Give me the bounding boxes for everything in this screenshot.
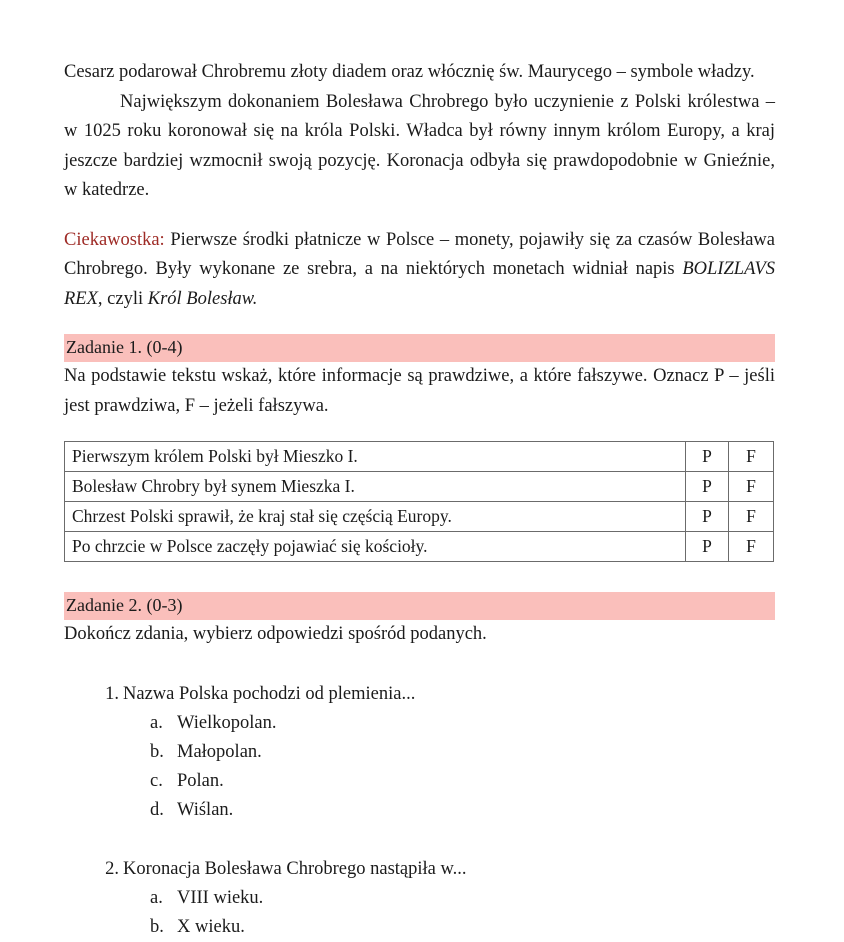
table-row <box>65 532 774 562</box>
option-text: Małopolan. <box>177 741 262 762</box>
answer-p-cell[interactable]: P <box>686 532 729 562</box>
question-item <box>64 680 775 825</box>
paragraph-kingdom: Największym dokonaniem Bolesława Chrobrego było uczynienie z Polski królestwa – w 1025 roku koronował się na króla Polski. Władca był równy innym królom Europy, a kraj jeszcze bardziej wzmocnił swoją pozycję. Koronacja odbyła się prawdopodobnie w Gnieźnie, w katedrze. <box>64 91 775 200</box>
statement-cell: Po chrzcie w Polsce zaczęły pojawiać się kościoły. <box>65 532 686 562</box>
exercise-1-header: Zadanie 1. (0-4) <box>64 334 775 362</box>
option-letter: d. <box>150 799 164 820</box>
option-text: VIII wieku. <box>177 887 264 908</box>
answer-p-cell[interactable]: P <box>686 502 729 532</box>
question-prompt: Nazwa Polska pochodzi od plemienia... <box>123 683 416 704</box>
spacer <box>64 206 775 226</box>
statement-cell: Pierwszym królem Polski był Mieszko I. <box>65 442 686 472</box>
fact-label: Ciekawostka: <box>64 229 165 250</box>
exercise-1-instruction: Na podstawie tekstu wskaż, które informacje są prawdziwe, a które fałszywe. Oznacz P – jeśli jest prawdziwa, F – jeżeli fałszywa. <box>64 366 775 416</box>
table-row <box>65 502 774 532</box>
true-false-table <box>64 441 774 562</box>
fact-inscription: BOLIZLAVS REX <box>64 259 775 309</box>
option-list <box>150 709 775 825</box>
table-row <box>65 442 774 472</box>
option-item[interactable] <box>150 709 775 738</box>
option-letter: c. <box>150 770 163 791</box>
option-text: Polan. <box>177 770 224 791</box>
answer-f-cell[interactable]: F <box>729 502 774 532</box>
answer-f-cell[interactable]: F <box>729 472 774 502</box>
statement-cell: Chrzest Polski sprawił, że kraj stał się częścią Europy. <box>65 502 686 532</box>
spacer <box>64 314 775 334</box>
fact-box <box>64 226 775 315</box>
paragraph-emperor: Cesarz podarował Chrobremu złoty diadem oraz włócznię św. Maurycego – symbole władzy. <box>64 62 755 82</box>
fact-translation: Król Bolesław. <box>147 288 258 309</box>
answer-f-cell[interactable]: F <box>729 442 774 472</box>
option-letter: b. <box>150 741 164 762</box>
question-number: 1. <box>105 683 119 704</box>
document-content <box>64 58 775 942</box>
spacer <box>64 650 775 680</box>
option-item[interactable] <box>150 796 775 825</box>
answer-p-cell[interactable]: P <box>686 472 729 502</box>
spacer <box>64 562 775 592</box>
question-number: 2. <box>105 858 119 879</box>
option-item[interactable] <box>150 913 775 942</box>
spacer <box>64 421 775 441</box>
fact-text-part1: Pierwsze środki płatnicze w Polsce – monety, pojawiły się za czasów Bolesława Chrobrego. Były wykonane ze srebra, a na niektórych monetach widniał napis <box>64 229 775 279</box>
answer-f-cell[interactable]: F <box>729 532 774 562</box>
option-list-wrapper <box>123 709 775 825</box>
option-letter: b. <box>150 916 164 937</box>
option-text: X wieku. <box>177 916 245 937</box>
fact-text-part2: , czyli <box>97 288 148 309</box>
option-list-wrapper <box>123 884 775 942</box>
question-prompt: Koronacja Bolesława Chrobrego nastąpiła w... <box>123 858 467 879</box>
option-text: Wielkopolan. <box>177 712 277 733</box>
question-item <box>64 855 775 942</box>
option-item[interactable] <box>150 738 775 767</box>
table-row <box>65 472 774 502</box>
exercise-2-instruction: Dokończ zdania, wybierz odpowiedzi spośród podanych. <box>64 624 487 644</box>
option-list <box>150 884 775 942</box>
question-list <box>64 680 775 942</box>
option-item[interactable] <box>150 767 775 796</box>
exercise-2-header: Zadanie 2. (0-3) <box>64 592 775 620</box>
answer-p-cell[interactable]: P <box>686 442 729 472</box>
option-text: Wiślan. <box>177 799 234 820</box>
spacer <box>64 825 775 855</box>
statement-cell: Bolesław Chrobry był synem Mieszka I. <box>65 472 686 502</box>
option-letter: a. <box>150 887 163 908</box>
option-letter: a. <box>150 712 163 733</box>
option-item[interactable] <box>150 884 775 913</box>
